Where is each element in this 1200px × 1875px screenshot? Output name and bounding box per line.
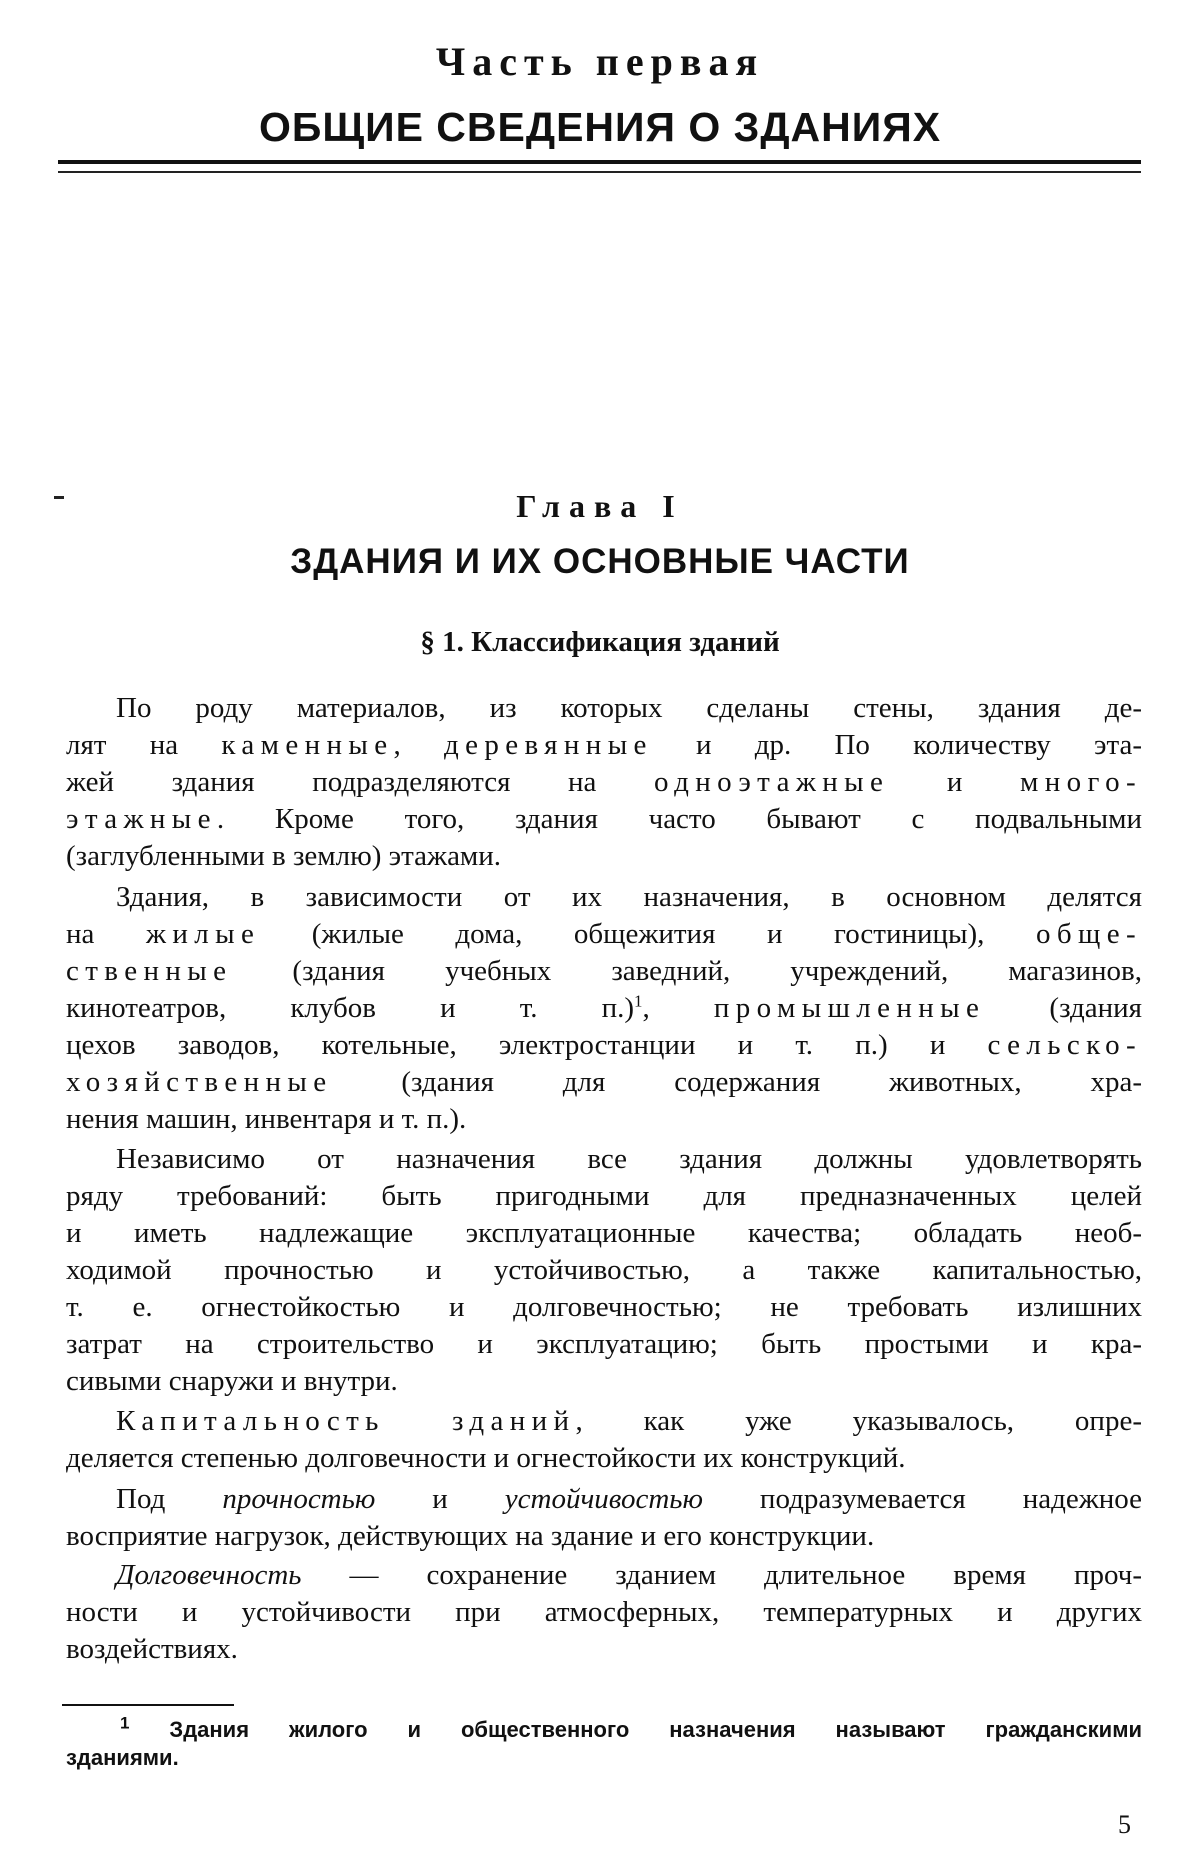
footnote-line xyxy=(120,1713,1142,1744)
text-run: восприятие нагрузок, действующих на здание и его конструкции. xyxy=(66,1520,875,1552)
spaced-term: сельско- xyxy=(987,1029,1142,1061)
chapter-title: ЗДАНИЯ И ИХ ОСНОВНЫЕ ЧАСТИ xyxy=(290,542,910,581)
spaced-term: каменные xyxy=(221,729,394,761)
text-run: (жилые дома, общежития и гостиницы), xyxy=(260,918,1036,950)
text-run: ности и устойчивости при атмосферных, температурных и других xyxy=(66,1596,1142,1628)
text-line xyxy=(116,1404,1142,1438)
text-line xyxy=(66,1065,1142,1099)
text-line xyxy=(116,691,1142,725)
text-run: и xyxy=(889,766,1021,798)
text-run: (заглубленными в землю) этажами. xyxy=(66,840,502,872)
text-run: , xyxy=(642,992,714,1024)
text-run: По роду материалов, из которых сделаны стены, здания де- xyxy=(116,692,1142,724)
header-rule-thick xyxy=(58,160,1141,164)
italic-term: Долговечность xyxy=(116,1559,302,1591)
spaced-term: этажные xyxy=(66,803,217,835)
text-run: Здания жилого и общественного назначения называют гражданскими xyxy=(129,1717,1142,1742)
text-run: и иметь надлежащие эксплуатационные качества; обладать необ- xyxy=(66,1217,1142,1249)
text-line xyxy=(116,880,1142,914)
italic-term: устойчивостью xyxy=(504,1483,703,1515)
part-label: Часть первая xyxy=(435,39,765,84)
text-run: жей здания подразделяются на xyxy=(66,766,655,798)
spaced-term: хозяйственные xyxy=(66,1066,333,1098)
text-line xyxy=(66,1632,1142,1666)
spaced-term: обще- xyxy=(1035,918,1142,950)
footnote-marker: 1 xyxy=(120,1713,130,1733)
text-line xyxy=(66,802,1142,836)
header-rule-thin xyxy=(58,171,1141,173)
text-line xyxy=(66,991,1142,1025)
text-line xyxy=(66,765,1142,799)
text-line xyxy=(66,1102,1142,1136)
text-line xyxy=(66,1028,1142,1062)
text-line xyxy=(66,954,1142,988)
text-line xyxy=(66,1441,1142,1475)
text-run: и др. По количеству эта- xyxy=(652,729,1143,761)
text-run: (здания учебных заведний, учреждений, магазинов, xyxy=(232,955,1142,987)
text-line xyxy=(66,1216,1142,1250)
text-line xyxy=(66,728,1142,762)
part-title: ОБЩИЕ СВЕДЕНИЯ О ЗДАНИЯХ xyxy=(258,104,942,150)
page-number: 5 xyxy=(1118,1810,1131,1839)
text-run: цехов заводов, котельные, электростанции и т. п.) и xyxy=(66,1029,988,1061)
spaced-term: промышленные xyxy=(713,992,986,1024)
text-run: нения машин, инвентаря и т. п.). xyxy=(66,1103,467,1135)
text-run: сивыми снаружи и внутри. xyxy=(66,1365,398,1397)
text-run: на xyxy=(66,918,146,950)
text-run: , как уже указывалось, опре- xyxy=(575,1405,1142,1437)
text-run: зданиями. xyxy=(66,1745,179,1770)
text-line xyxy=(66,1595,1142,1629)
text-run: кинотеатров, клубов и т. п.) xyxy=(66,992,634,1024)
text-line xyxy=(66,1519,1142,1553)
text-run: деляется степенью долговечности и огнестойкости их конструкций. xyxy=(66,1442,906,1474)
footnote-line xyxy=(66,1744,1142,1772)
text-run: Под xyxy=(116,1483,223,1515)
spaced-term: много- xyxy=(1020,766,1142,798)
text-line xyxy=(66,1290,1142,1324)
text-line xyxy=(66,839,1142,873)
text-line xyxy=(66,1327,1142,1361)
text-line xyxy=(116,1482,1142,1516)
italic-term: прочностью xyxy=(222,1483,376,1515)
text-line xyxy=(116,1142,1142,1176)
text-run: Здания, в зависимости от их назначения, в основном делятся xyxy=(116,881,1142,913)
text-run: затрат на строительство и эксплуатацию; быть простыми и кра- xyxy=(66,1328,1142,1360)
text-run: и xyxy=(375,1483,505,1515)
text-run: (здания xyxy=(985,992,1142,1024)
footnote-ref: 1 xyxy=(634,991,643,1011)
text-line xyxy=(66,917,1142,951)
text-run: ходимой прочностью и устойчивостью, а также капитальностью, xyxy=(66,1254,1142,1286)
text-run: Независимо от назначения все здания должны удовлетворять xyxy=(116,1143,1142,1175)
spaced-term: одноэтажные xyxy=(654,766,890,798)
spaced-term: Капитальность зданий xyxy=(116,1405,576,1437)
text-run: подразумевается надежное xyxy=(702,1483,1142,1515)
text-run: лят на xyxy=(66,729,222,761)
text-line xyxy=(66,1364,1142,1398)
section-title: § 1. Классификация зданий xyxy=(420,626,780,658)
chapter-label: Глава I xyxy=(516,488,684,524)
footnote-rule xyxy=(62,1704,234,1706)
text-run: — сохранение зданием длительное время проч- xyxy=(301,1559,1142,1591)
spaced-term: ственные xyxy=(66,955,233,987)
text-line xyxy=(66,1253,1142,1287)
text-run: (здания для содержания животных, хра- xyxy=(332,1066,1142,1098)
text-run: воздействиях. xyxy=(66,1633,238,1665)
spaced-term: жилые xyxy=(145,918,261,950)
text-line xyxy=(66,1179,1142,1213)
text-run: . Кроме того, здания часто бывают с подвальными xyxy=(216,803,1142,835)
text-run: т. е. огнестойкостью и долговечностью; не требовать излишних xyxy=(66,1291,1142,1323)
spaced-term: деревянные xyxy=(443,729,653,761)
text-line xyxy=(116,1558,1142,1592)
text-run: , xyxy=(393,729,444,761)
text-run: ряду требований: быть пригодными для предназначенных целей xyxy=(66,1180,1142,1212)
